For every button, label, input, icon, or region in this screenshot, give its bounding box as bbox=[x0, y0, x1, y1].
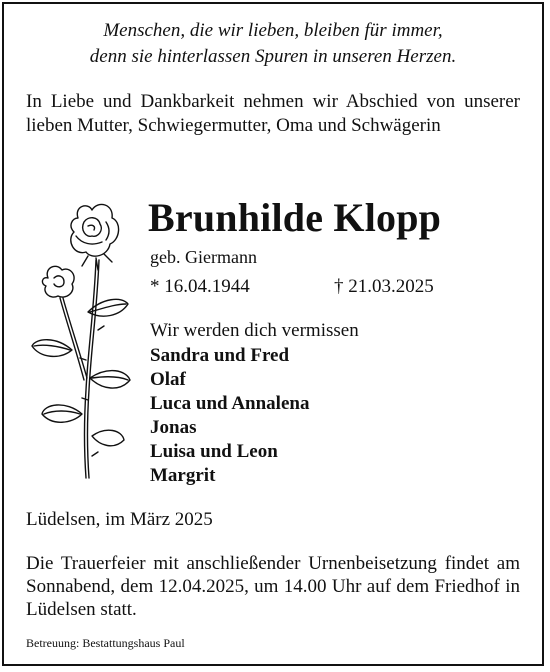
mourners-list bbox=[150, 344, 309, 488]
intro-text: In Liebe und Dankbarkeit nehmen wir Abschied von unserer lieben Mutter, Schwiegermutter, Oma und Schwägerin bbox=[26, 91, 520, 136]
memorial-quote bbox=[4, 18, 542, 70]
deceased-name: Brunhilde Klopp bbox=[148, 195, 442, 240]
undertaker-credit: Betreuung: Bestattungshaus Paul bbox=[26, 636, 185, 650]
quote-line-1: Menschen, die wir lieben, bleiben für immer, bbox=[103, 20, 443, 41]
obituary-notice bbox=[2, 2, 544, 666]
mourner-item: Luisa und Leon bbox=[150, 441, 278, 462]
mourner-item: Jonas bbox=[150, 417, 197, 438]
mourner-item: Olaf bbox=[150, 369, 186, 390]
mourner-item: Sandra und Fred bbox=[150, 345, 290, 366]
death-date: † 21.03.2025 bbox=[334, 276, 434, 297]
mourner-item: Margrit bbox=[150, 465, 216, 486]
maiden-name: geb. Giermann bbox=[150, 247, 257, 267]
place-date: Lüdelsen, im März 2025 bbox=[26, 509, 213, 530]
quote-line-2: denn sie hinterlassen Spuren in unseren Herzen. bbox=[89, 46, 457, 67]
rose-icon bbox=[26, 200, 136, 480]
birth-date: * 16.04.1944 bbox=[150, 276, 250, 297]
mourner-item: Luca und Annalena bbox=[150, 393, 310, 414]
funeral-details: Die Trauerfeier mit anschließender Urnenbeisetzung findet am Sonnabend, dem 12.04.2025, um 14.00 Uhr auf dem Friedhof in Lüdelsen statt. bbox=[26, 553, 520, 620]
miss-line: Wir werden dich vermissen bbox=[150, 320, 359, 341]
